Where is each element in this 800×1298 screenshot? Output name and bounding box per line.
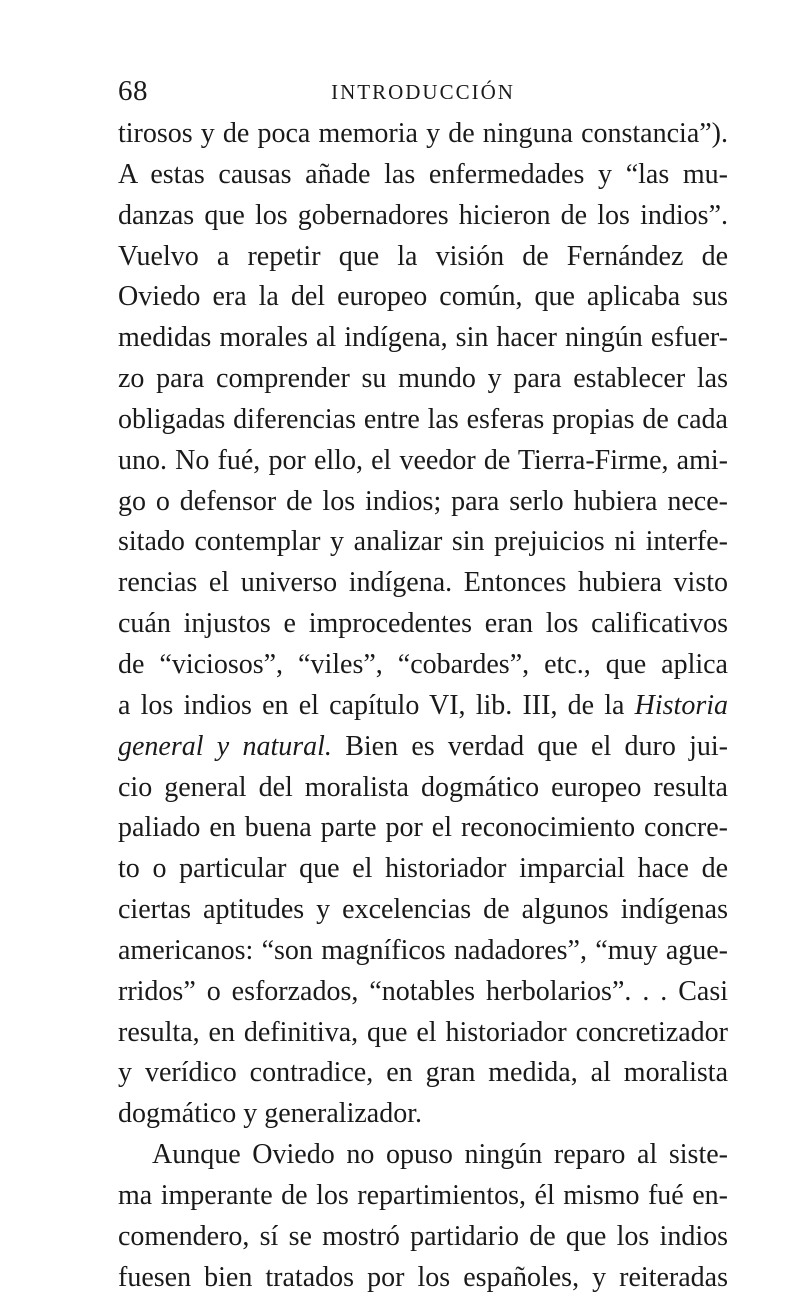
text-line: to o particular que el historiador imparcial hace de xyxy=(118,853,728,885)
text-line: paliado en buena parte por el reconocimiento concre- xyxy=(118,812,728,844)
text-line: Aunque Oviedo no opuso ningún reparo al siste- xyxy=(152,1139,728,1171)
page-number: 68 xyxy=(118,75,148,107)
page-header xyxy=(118,74,728,108)
text-line: cio general del moralista dogmático europeo resulta xyxy=(118,771,728,803)
text-line: resulta, en definitiva, que el historiador concretizador xyxy=(118,1016,728,1048)
text-line: Oviedo era la del europeo común, que aplicaba sus xyxy=(118,281,728,313)
text-line: comendero, sí se mostró partidario de que los indios xyxy=(118,1220,728,1252)
text-line: obligadas diferencias entre las esferas propias de cada xyxy=(118,403,728,435)
text-line xyxy=(118,686,728,727)
text-line: rencias el universo indígena. Entonces hubiera visto xyxy=(118,567,728,599)
text-line: y verídico contradice, en gran medida, al moralista xyxy=(118,1057,728,1089)
text-line: A estas causas añade las enfermedades y “las mu- xyxy=(118,158,728,190)
book-title-italic: general y natural. xyxy=(118,730,332,762)
text-line: americanos: “son magníficos nadadores”, “muy ague- xyxy=(118,934,728,966)
text-line: danzas que los gobernadores hicieron de los indios”. xyxy=(118,199,728,231)
text-line: de “viciosos”, “viles”, “cobardes”, etc., que aplica xyxy=(118,648,728,680)
running-head: INTRODUCCIÓN xyxy=(331,80,515,104)
text-line: fuesen bien tratados por los españoles, y reiteradas xyxy=(118,1261,728,1293)
text-line: ciertas aptitudes y excelencias de algunos indígenas xyxy=(118,894,728,926)
text-line: zo para comprender su mundo y para establecer las xyxy=(118,363,728,395)
text-line: medidas morales al indígena, sin hacer ningún esfuer- xyxy=(118,322,728,354)
text-line: go o defensor de los indios; para serlo hubiera nece- xyxy=(118,485,728,517)
text-segment: a los indios en el capítulo VI, lib. III, de la xyxy=(118,689,635,721)
text-line: ma imperante de los repartimientos, él mismo fué en- xyxy=(118,1179,728,1211)
body-text xyxy=(118,114,728,1298)
text-line xyxy=(118,727,728,768)
text-segment: Bien es verdad que el duro jui- xyxy=(331,730,728,762)
text-line: cuán injustos e improcedentes eran los calificativos xyxy=(118,608,728,640)
text-line: dogmático y generalizador. xyxy=(118,1098,422,1130)
text-line: tirosos y de poca memoria y de ninguna constancia”). xyxy=(118,118,728,149)
text-line: sitado contemplar y analizar sin prejuicios ni interfe- xyxy=(118,526,728,558)
text-line: Vuelvo a repetir que la visión de Fernández de xyxy=(118,240,728,272)
book-title-italic: Historia xyxy=(634,689,728,721)
text-line: uno. No fué, por ello, el veedor de Tierra-Firme, ami- xyxy=(118,444,728,476)
text-line: rridos” o esforzados, “notables herbolarios”. . . Casi xyxy=(118,975,728,1007)
